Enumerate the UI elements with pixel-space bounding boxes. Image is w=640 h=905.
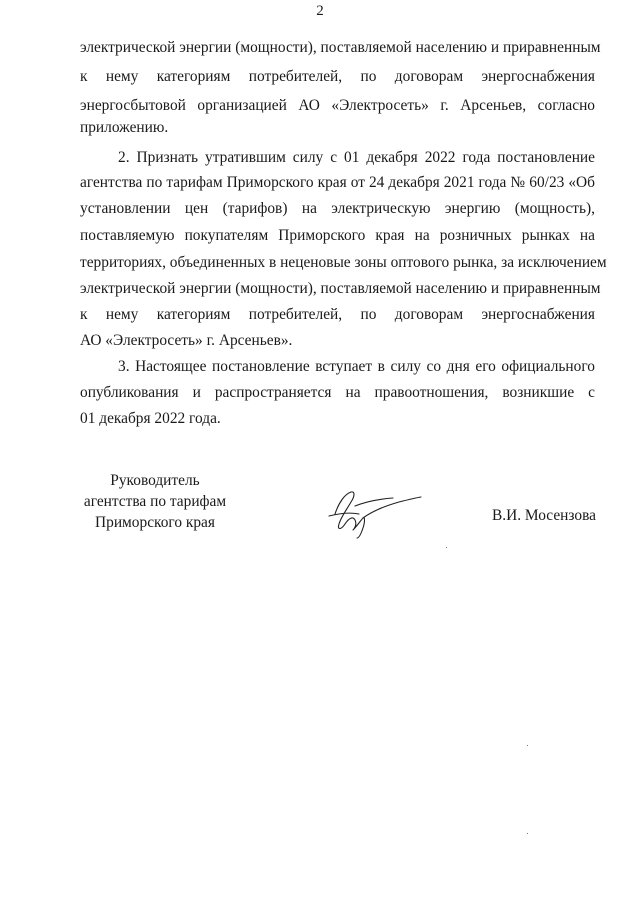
text-line: к нему категориям потребителей, по договорам энергоснабжения [80, 306, 595, 323]
text-line: 01 декабря 2022 года. [80, 410, 221, 427]
text-line: опубликования и распространяется на правоотношения, возникшие с [80, 384, 595, 401]
text-line: энергосбытовой организацией АО «Электросеть» г. Арсеньев, согласно [80, 97, 595, 114]
text-line: 2. Признать утратившим силу с 01 декабря 2022 года постановление [118, 149, 595, 166]
signatory-title [80, 470, 230, 533]
text-line: агентства по тарифам Приморского края от 24 декабря 2021 года № 60/23 «Об [80, 174, 595, 191]
page-number: 2 [316, 3, 324, 19]
text-line: АО «Электросеть» г. Арсеньев». [80, 332, 293, 349]
text-line: установлении цен (тарифов) на электрическую энергию (мощность), [80, 200, 595, 217]
scan-speck [527, 833, 528, 834]
text-line: электрической энергии (мощности), поставляемой населению и приравненным [80, 39, 601, 56]
text-line: территориях, объединенных в неценовые зоны оптового рынка, за исключением [80, 254, 607, 271]
signatory-name: В.И. Мосензова [492, 507, 596, 524]
signatory-title-line: агентства по тарифам [83, 493, 227, 510]
handwritten-signature [315, 484, 425, 540]
text-line: электрической энергии (мощности), поставляемой населению и приравненным [80, 280, 601, 297]
scan-speck [527, 745, 528, 746]
signatory-title-line: Руководитель [110, 472, 200, 489]
text-line: 3. Настоящее постановление вступает в силу со дня его официального [118, 358, 595, 375]
text-line: к нему категориям потребителей, по договорам энергоснабжения [80, 68, 595, 85]
scan-speck [446, 547, 447, 548]
text-line: приложению. [80, 119, 169, 136]
text-line: поставляемую покупателям Приморского края на розничных рынках на [80, 227, 595, 244]
signatory-title-line: Приморского края [95, 514, 215, 531]
